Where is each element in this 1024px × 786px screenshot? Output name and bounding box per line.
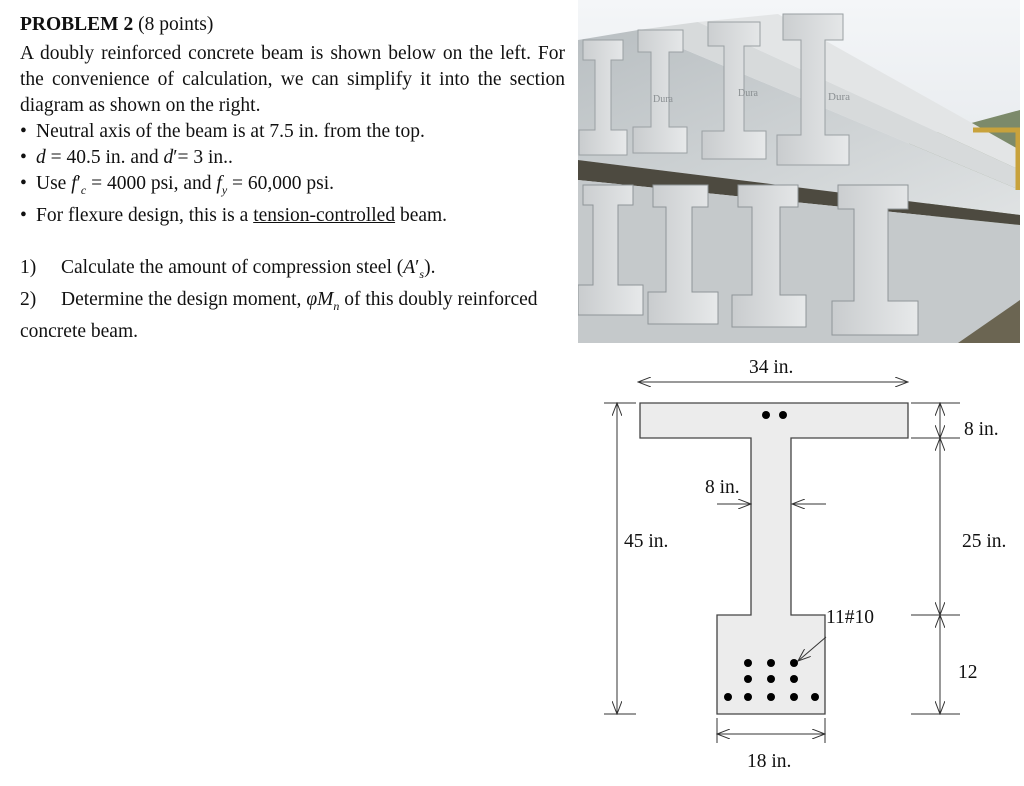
tension-bar	[724, 693, 732, 701]
top-width-label: 34 in.	[749, 357, 794, 378]
compression-bar	[779, 411, 787, 419]
given-depths: • d = 40.5 in. and d′= 3 in..	[20, 145, 565, 171]
tension-bar	[767, 659, 775, 667]
problem-intro: A doubly reinforced concrete beam is shown below on the left. For the convenience of calculation, we can simplify it into the section diagram as shown on the right.	[20, 43, 565, 116]
beam-label-3: Dura	[828, 91, 850, 103]
given-neutral-axis: • Neutral axis of the beam is at 7.5 in. from the top.	[20, 119, 565, 145]
problem-heading	[20, 12, 565, 38]
beam-photo	[578, 0, 1020, 343]
tension-bar	[744, 675, 752, 683]
beam-cross-section	[640, 403, 908, 714]
problem-text	[20, 12, 565, 345]
web-height-label: 25 in.	[962, 531, 1007, 552]
given-tension-controlled: • For flexure design, this is a tension-controlled beam.	[20, 203, 565, 229]
rebar-label: 11#10	[826, 607, 875, 628]
web-width-label: 8 in.	[705, 477, 740, 498]
tension-bar	[744, 693, 752, 701]
problem-points: (8 points)	[138, 14, 214, 35]
compression-bar	[762, 411, 770, 419]
tension-bar	[790, 659, 798, 667]
given-materials: • Use $f'_c = 4000$ psi, and $f_y = 60,000$ psi.	[20, 171, 565, 203]
bulb-height-label: 12	[958, 662, 978, 683]
tension-bar	[790, 675, 798, 683]
problem-number: PROBLEM 2	[20, 14, 134, 35]
question-2: 2) Determine the design moment, $\varphi M_n$ of this doubly reinforced concrete beam.	[20, 288, 538, 342]
tension-bar	[790, 693, 798, 701]
flange-thickness-label: 8 in.	[964, 419, 999, 440]
beam-label-2: Dura	[738, 88, 758, 99]
tension-bar	[811, 693, 819, 701]
question-list	[20, 255, 565, 345]
section-diagram	[590, 345, 1024, 786]
question-1: 1) Calculate the amount of compression steel $(A'_s)$.	[20, 256, 436, 281]
tension-bar	[767, 693, 775, 701]
tension-bar	[744, 659, 752, 667]
tension-bar	[767, 675, 775, 683]
total-height-label: 45 in.	[624, 531, 669, 552]
given-list	[20, 119, 565, 229]
beam-label-1: Dura	[653, 94, 673, 105]
bottom-width-label: 18 in.	[747, 751, 792, 772]
